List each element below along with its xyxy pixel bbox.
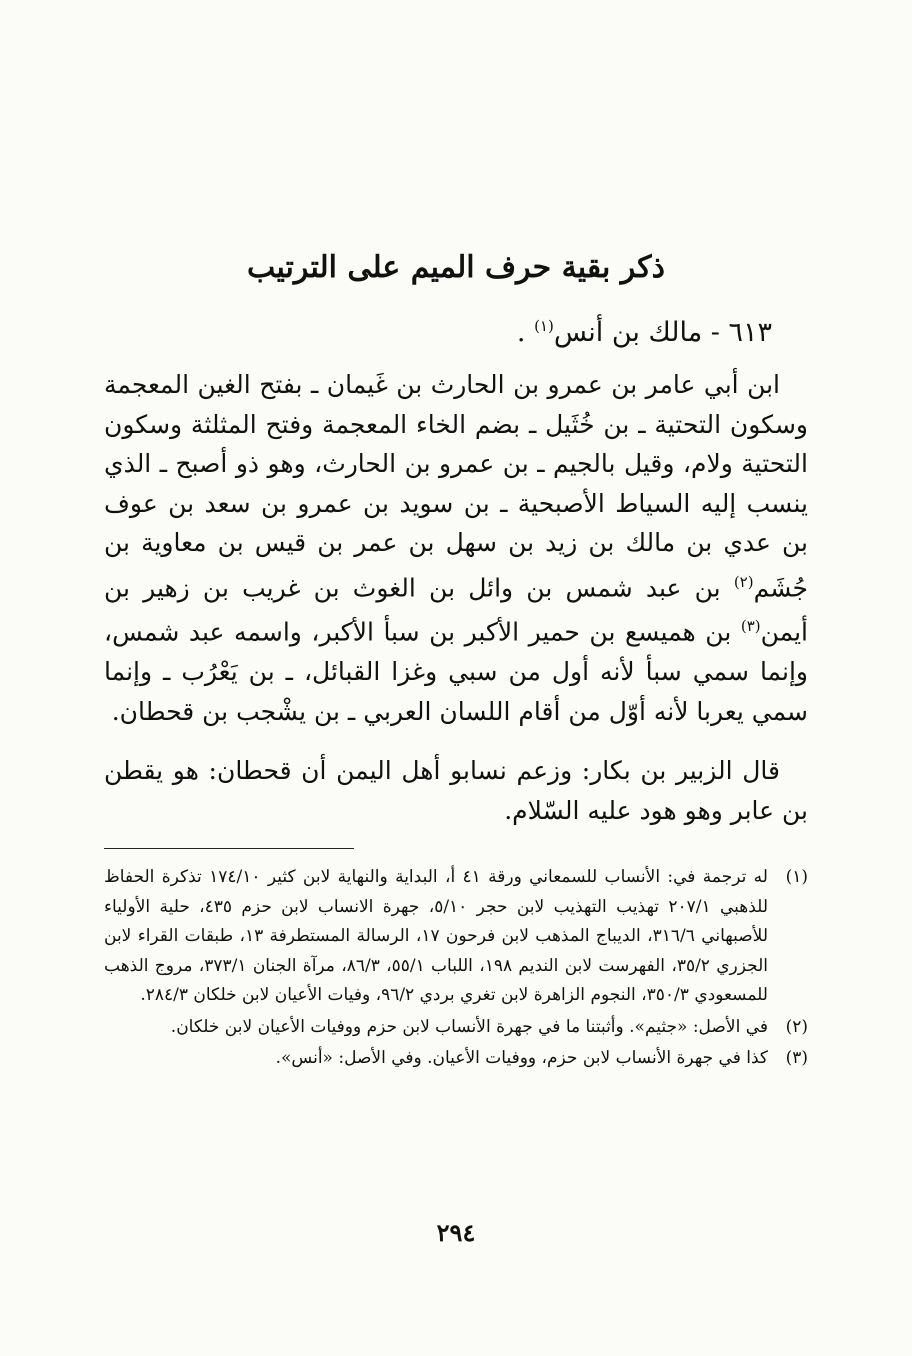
footnote-2 xyxy=(104,1013,808,1043)
entry-title xyxy=(104,304,808,355)
body-paragraph-zubayr: قال الزبير بن بكار: وزعم نسابو أهل اليمن أن قحطان: هو يقطن بن عابر وهو هود عليه السّلام. xyxy=(104,756,808,825)
page-number: ٢٩٤ xyxy=(436,1218,476,1247)
section-heading: ذكر بقية حرف الميم على الترتيب xyxy=(247,250,665,285)
footnote-3 xyxy=(104,1044,808,1074)
footnote-text: له ترجمة في: الأنساب للسمعاني ورقة ٤١ أ، البداية والنهاية لابن كثير ١٧٤/١٠ تذكرة الحفاظ للذهبي ٢٠٧/١ تهذيب التهذيب لابن حجر ٥/١٠، جهرة الانساب لابن حزم ٤٣٥، حلية الأولياء للأصبهاني ٣١٦/٦، الديباج المذهب لابن فرحون ١٧، الرسالة المستطرفة ١٣، طبقات القراء لابن الجزري ٣٥/٢، الفهرست لابن النديم ١٩٨، اللباب ٥٥/١، ٨٦/٣، مرآة الجنان ٣٧٣/١، مروج الذهب للمسعودي ٣٥٠/٣، النجوم الزاهرة لابن تغري بردي ٩٦/٢، وفيات الأعيان لابن خلكان ٢٨٤/٣. xyxy=(104,867,769,1006)
footnotes xyxy=(104,863,808,1074)
footnote-mark-2: (٢) xyxy=(733,572,754,591)
entry-name: مالك بن أنس xyxy=(553,317,703,348)
lineage-part-1: ابن أبي عامر بن عمرو بن الحارث بن غَيمان ـ بفتح الغين المعجمة وسكون التحتية ـ بن خُثَيل ـ بضم الخاء المعجمة وفتح المثلثة وسكون التحتية ولام، وقيل بالجيم ـ بن عمرو بن الحارث، وهو ذو أصبح ـ الذي ينسب إليه السياط الأصبحية ـ بن سويد بن عمرو بن سعد بن عوف بن عدي بن مالك بن زيد بن سهل بن عمر بن قيس بن معاوية بن جُشَم xyxy=(104,370,808,602)
footnote-number: (١) xyxy=(785,867,808,888)
entry-end: . xyxy=(516,317,535,348)
footnote-mark-3: (٣) xyxy=(740,617,761,636)
entry-separator: - xyxy=(702,317,729,348)
entry-number: ٦١٣ xyxy=(728,317,772,348)
footnote-number: (٢) xyxy=(785,1016,808,1037)
page-content xyxy=(104,246,808,1076)
lineage-part-3: بن هميسع بن حمير الأكبر بن سبأ الأكبر، واسمه عبد شمس، وإنما سمي سبأ لأنه أول من سبي وغزا القبائل، ـ بن يَعْرُب ـ وإنما سمي يعربا لأنه أوّل من أقام اللسان العربي ـ بن يشْجب بن قحطان. xyxy=(104,617,808,726)
body-paragraph-lineage xyxy=(104,365,808,731)
footnote-mark-1: (١) xyxy=(534,317,554,335)
footnote-divider xyxy=(104,848,354,849)
footnote-text: كذا في جهرة الأنساب لابن حزم، ووفيات الأعيان. وفي الأصل: «أنس». xyxy=(275,1048,768,1069)
footnote-1 xyxy=(104,863,808,1011)
lineage-part-2: بن عبد شمس بن وائل بن الغوث بن غريب بن زهير بن أيمن xyxy=(104,572,808,647)
footnote-text: في الأصل: «جثيم». وأثبتنا ما في جهرة الأنساب لابن حزم ووفيات الأعيان لابن خلكان. xyxy=(170,1016,768,1037)
footnote-number: (٣) xyxy=(785,1048,808,1069)
